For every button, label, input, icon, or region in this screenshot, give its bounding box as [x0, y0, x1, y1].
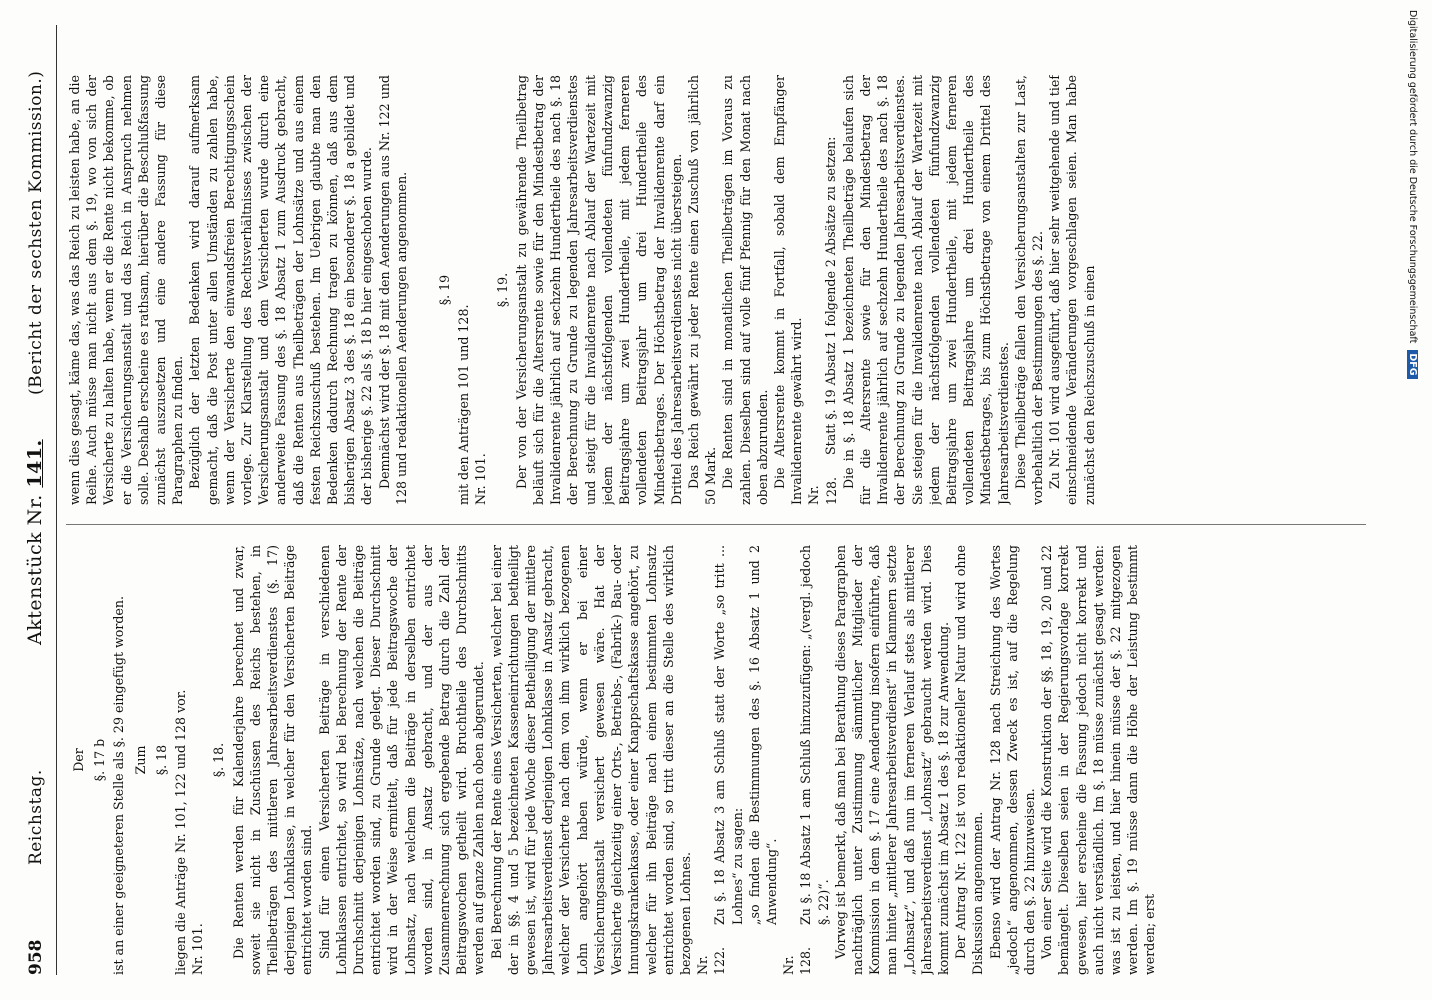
paragraph: Die Altersrente kommt in Fortfall, sobald dem Empfänger Invalidenrente gewährt wird.: [771, 75, 805, 505]
paragraph: Diese Theilbeträge fallen den Versicherungsanstalten zur Last, vorbehaltlich der Bestimmungen des §. 22.: [1012, 75, 1045, 505]
motion-text: Zu §. 18 Absatz 3 am Schluß statt der Worte „so tritt ... Lohnes“ zu sagen:: [712, 545, 745, 925]
paragraph: Von einer Seite wird die Konstruktion der §§. 18, 19, 20 und 22 bemängelt. Dieselben seien in der Regierungsvorlage korrekt gewesen, hier erscheine die Fassung jedoch nicht korrekt und auch nicht verständlich. Im §. 18 müsse zunächst gesagt werden: was ist zu leisten, und hier hinein müsse der §. 22 mitgezogen werden. Im §. 19 müsse dann die Höhe der Leistung bestimmt werden; erst: [1039, 545, 1158, 975]
motion-paragraph: [780, 545, 832, 975]
paragraph: Vorweg ist bemerkt, daß man bei Berathung dieses Paragraphen nachträglich unter Zustimmung sämmtlicher Mitglieder der Kommission in dem §. 17 eine Aenderung insofern einführte, daß man hinter „mittlerer Jahresarbeitsverdienst“ in Klammern setzte „Lohnsatz“, und daß nun im ferneren Verlauf stets als mittlerer Jahresarbeitsverdienst „Lohnsatz“ gebraucht werden wird. Dies kommt zunächst im Absatz 1 des §. 18 zur Anwendung.: [832, 545, 951, 975]
header-center-prefix: Aktenstück Nr.: [24, 494, 46, 645]
section-gap: [410, 75, 432, 505]
paragraph: Die Renten werden für Kalenderjahre berechnet und zwar, soweit sie nicht in Zuschüssen des Reichs bestehen, in Theilbeträgen des mittleren Jahresarbeitsverdienstes (§. 17) derjenigen Lohnklasse, in welcher für den Versicherten Beiträge entrichtet worden sind.: [230, 545, 315, 975]
column-rule: [66, 524, 1366, 525]
rotated-document: [20, 25, 1410, 975]
header-rule: [56, 25, 57, 975]
section-heading: Der: [71, 748, 86, 772]
text-line: liegen die Anträge Nr. 101, 122 und 128 vor.: [173, 689, 189, 975]
motion-text: Statt §. 19 Absatz 1 folgende 2 Absätze zu setzen:: [823, 136, 839, 455]
header-right: (Bericht der sechsten Kommission.): [26, 70, 46, 395]
paragraph: Ebenso wird der Antrag Nr. 128 nach Streichung des Wortes „jedoch“ angenommen, dessen Zweck es ist, auf die Regelung durch den §. 22 hinzuweisen.: [987, 545, 1037, 975]
paragraph: Demnächst wird der §. 18 mit den Aenderungen aus Nr. 122 und 128 und redaktionellen Aenderungen angenommen.: [376, 75, 409, 505]
right-text-column: [66, 75, 1366, 505]
header-center: [24, 439, 46, 645]
paragraph: Die in §. 18 Absatz 1 bezeichneten Theilbeträge belaufen sich für die Altersrente sowie für den Mindestbetrag der Invalidenrente jährlich auf sechzehn Hundertheile des nach §. 18 der Berechnung zu Grunde zu legenden Jahresarbeitsverdienstes. Sie steigen für die Invalidenrente nach Ablauf der Wartezeit mit jedem der nächstfolgenden vollendeten fünfundzwanzig Beitragsjahre um zwei Hundertheile, mit jedem ferneren vollendeten Beitragsjahre um drei Hundertheile des Mindestbetrages, bis zum Höchstbetrage von einem Drittel des Jahresarbeitsverdienstes.: [840, 75, 1011, 505]
section-heading: §. 17 b: [92, 738, 108, 782]
text-line: ist an einer geeigneteren Stelle als §. 29 eingefügt worden.: [111, 596, 127, 975]
paragraph: Zu Nr. 101 wird ausgeführt, daß hier sehr weitgehende und tief einschneidende Veränderungen vorgeschlagen seien. Man habe zunächst den Reichszuschuß in einen: [1047, 75, 1097, 505]
paragraph: Die Renten sind in monatlichen Theilbeträgen im Voraus zu zahlen. Dieselben sind auf volle fünf Pfennig für den Monat nach oben abzurunden.: [720, 75, 770, 505]
left-text-column: [66, 545, 1366, 975]
motion-text: Zu §. 18 Absatz 1 am Schluß hinzuzufügen: „(vergl. jedoch §. 22)“.: [798, 545, 831, 925]
page-header: [20, 25, 56, 975]
text-line: wenn dies gesagt, käme das, was das Reich zu leisten habe, an die Reihe. Auch müsse man nicht aus dem §. 19, wo von sich der Versicherte zu halten habe, wenn er die Rente nicht bekomme, ob er die Versicherungsanstalt und das Reich in Anspruch nehmen solle. Deshalb erscheine es rathsam, hierüber die Beschlußfassung zunächst auszusetzen und eine andere Fassung für diese Paragraphen zu finden.: [67, 75, 186, 505]
section-heading: §. 19: [437, 274, 453, 306]
paragraph: Sind für einen Versicherten Beiträge in verschiedenen Lohnklassen entrichtet, so wird bei Berechnung der Rente der Durchschnitt derjenigen Lohnsätze, nach welchen die Beiträge entrichtet worden sind, zu Grunde gelegt. Dieser Durchschnitt wird in der Weise ermittelt, daß für jede Beitragswoche der Lohnsatz, nach welchem die Beiträge in derselben entrichtet worden sind, in Ansatz gebracht, und der aus der Zusammenrechnung sich ergebende Betrag durch die Zahl der Beitragswochen getheilt wird. Bruchtheile des Durchschnitts werden auf ganze Zahlen nach oben abgerundet.: [316, 545, 487, 975]
section-heading: §. 18: [153, 744, 169, 776]
header-left: Reichstag.: [26, 769, 46, 865]
text-line: Nr. 101.: [190, 923, 206, 975]
section-heading: §. 18.: [211, 742, 227, 778]
motion-label: Nr. 128.: [806, 476, 839, 505]
paragraph: Der Antrag Nr. 122 ist von redaktioneller Natur und wird ohne Diskussion angenommen.: [953, 545, 986, 975]
dfg-logo: DFG: [1407, 350, 1418, 378]
motion-label: Nr. 128.: [781, 946, 814, 975]
paragraph: Bezüglich der letzten Bedenken wird darauf aufmerksam gemacht, daß die Post unter allen Umständen zu zahlen habe, wenn der Versicherte den einwandsfreien Berechtigungsschein vorlege. Zur Klarstellung des Rechtsverhältnisses zwischen der Versicherungsanstalt und dem Versicherten wurde durch eine anderweite Fassung des §. 18 Absatz 1 zum Ausdruck gebracht, daß die Renten aus Theilbeträgen der Lohnsätze und aus einem festen Reichszuschuß bestehen. Im Uebrigen glaubte man den Bedenken dadurch Rechnung tragen zu können, daß aus dem bisherigen Absatz 3 des §. 18 ein besonderer §. 18 a gebildet und der bisherige §. 22 als §. 18 b hier eingeschoben wurde.: [187, 75, 375, 505]
digitization-text: Digitalisierung gefördert durch die Deutsche Forschungsgemeinschaft DFG: [1407, 10, 1418, 379]
paragraph: Bei Berechnung der Rente eines Versicherten, welcher bei einer der in §§. 4 und 5 bezeichneten Kasseneinrichtungen betheiligt gewesen ist, wird für jede Woche dieser Betheiligung der mittlere Jahresarbeitsverdienst derjenigen Lohnklasse in Ansatz gebracht, welcher der Versicherte nach dem von ihm wirklich bezogenen Lohn angehört haben würde, wenn er bei einer Versicherungsanstalt versichert gewesen wäre. Hat der Versicherte gleichzeitig einer Orts-, Betriebs-, (Fabrik-) Bau- oder Innungskrankenkasse, oder einer Knappschaftskasse angehört, zu welcher für ihn Beiträge nach einem bestimmten Lohnsatz entrichtet worden sind, so tritt dieser an die Stelle des wirklich bezogenen Lohnes.: [488, 545, 693, 975]
text-line: mit den Anträgen 101 und 128.: [456, 304, 472, 505]
section-heading: Zum: [132, 745, 148, 775]
motion-label: Nr. 122.: [695, 946, 728, 975]
paragraph: Der von der Versicherungsanstalt zu gewährende Theilbetrag beläuft sich für die Altersrente sowie für den Mindestbetrag der Invalidenrente jährlich auf sechzehn Hundertheile des nach §. 18 der Berechnung zu Grunde zu legenden Jahresarbeitsverdienstes und steigt für die Invalidenrente nach Ablauf der Wartezeit mit jedem der nächstfolgenden vollendeten fünfundzwanzig Beitragsjahre um zwei Hundertheile, mit jedem ferneren vollendeten Beitragsjahr um drei Hundertheile des Mindestbetrages. Der Höchstbetrag der Invalidenrente darf ein Drittel des Jahresarbeitsverdienstes nicht übersteigen.: [513, 75, 684, 505]
motion-paragraph: [805, 75, 839, 505]
quoted-amendment: „so finden die Bestimmungen des §. 16 Absatz 1 und 2 Anwendung“.: [746, 545, 779, 925]
document-number: 141.: [24, 439, 46, 488]
motion-paragraph: [694, 545, 746, 975]
page-number: 958: [26, 939, 46, 975]
digitization-note: [1408, 10, 1430, 990]
section-heading: §. 19.: [494, 272, 510, 308]
paragraph: Das Reich gewährt zu jeder Rente einen Zuschuß von jährlich 50 Mark.: [685, 75, 719, 505]
text-line: Nr. 101.: [473, 453, 489, 505]
